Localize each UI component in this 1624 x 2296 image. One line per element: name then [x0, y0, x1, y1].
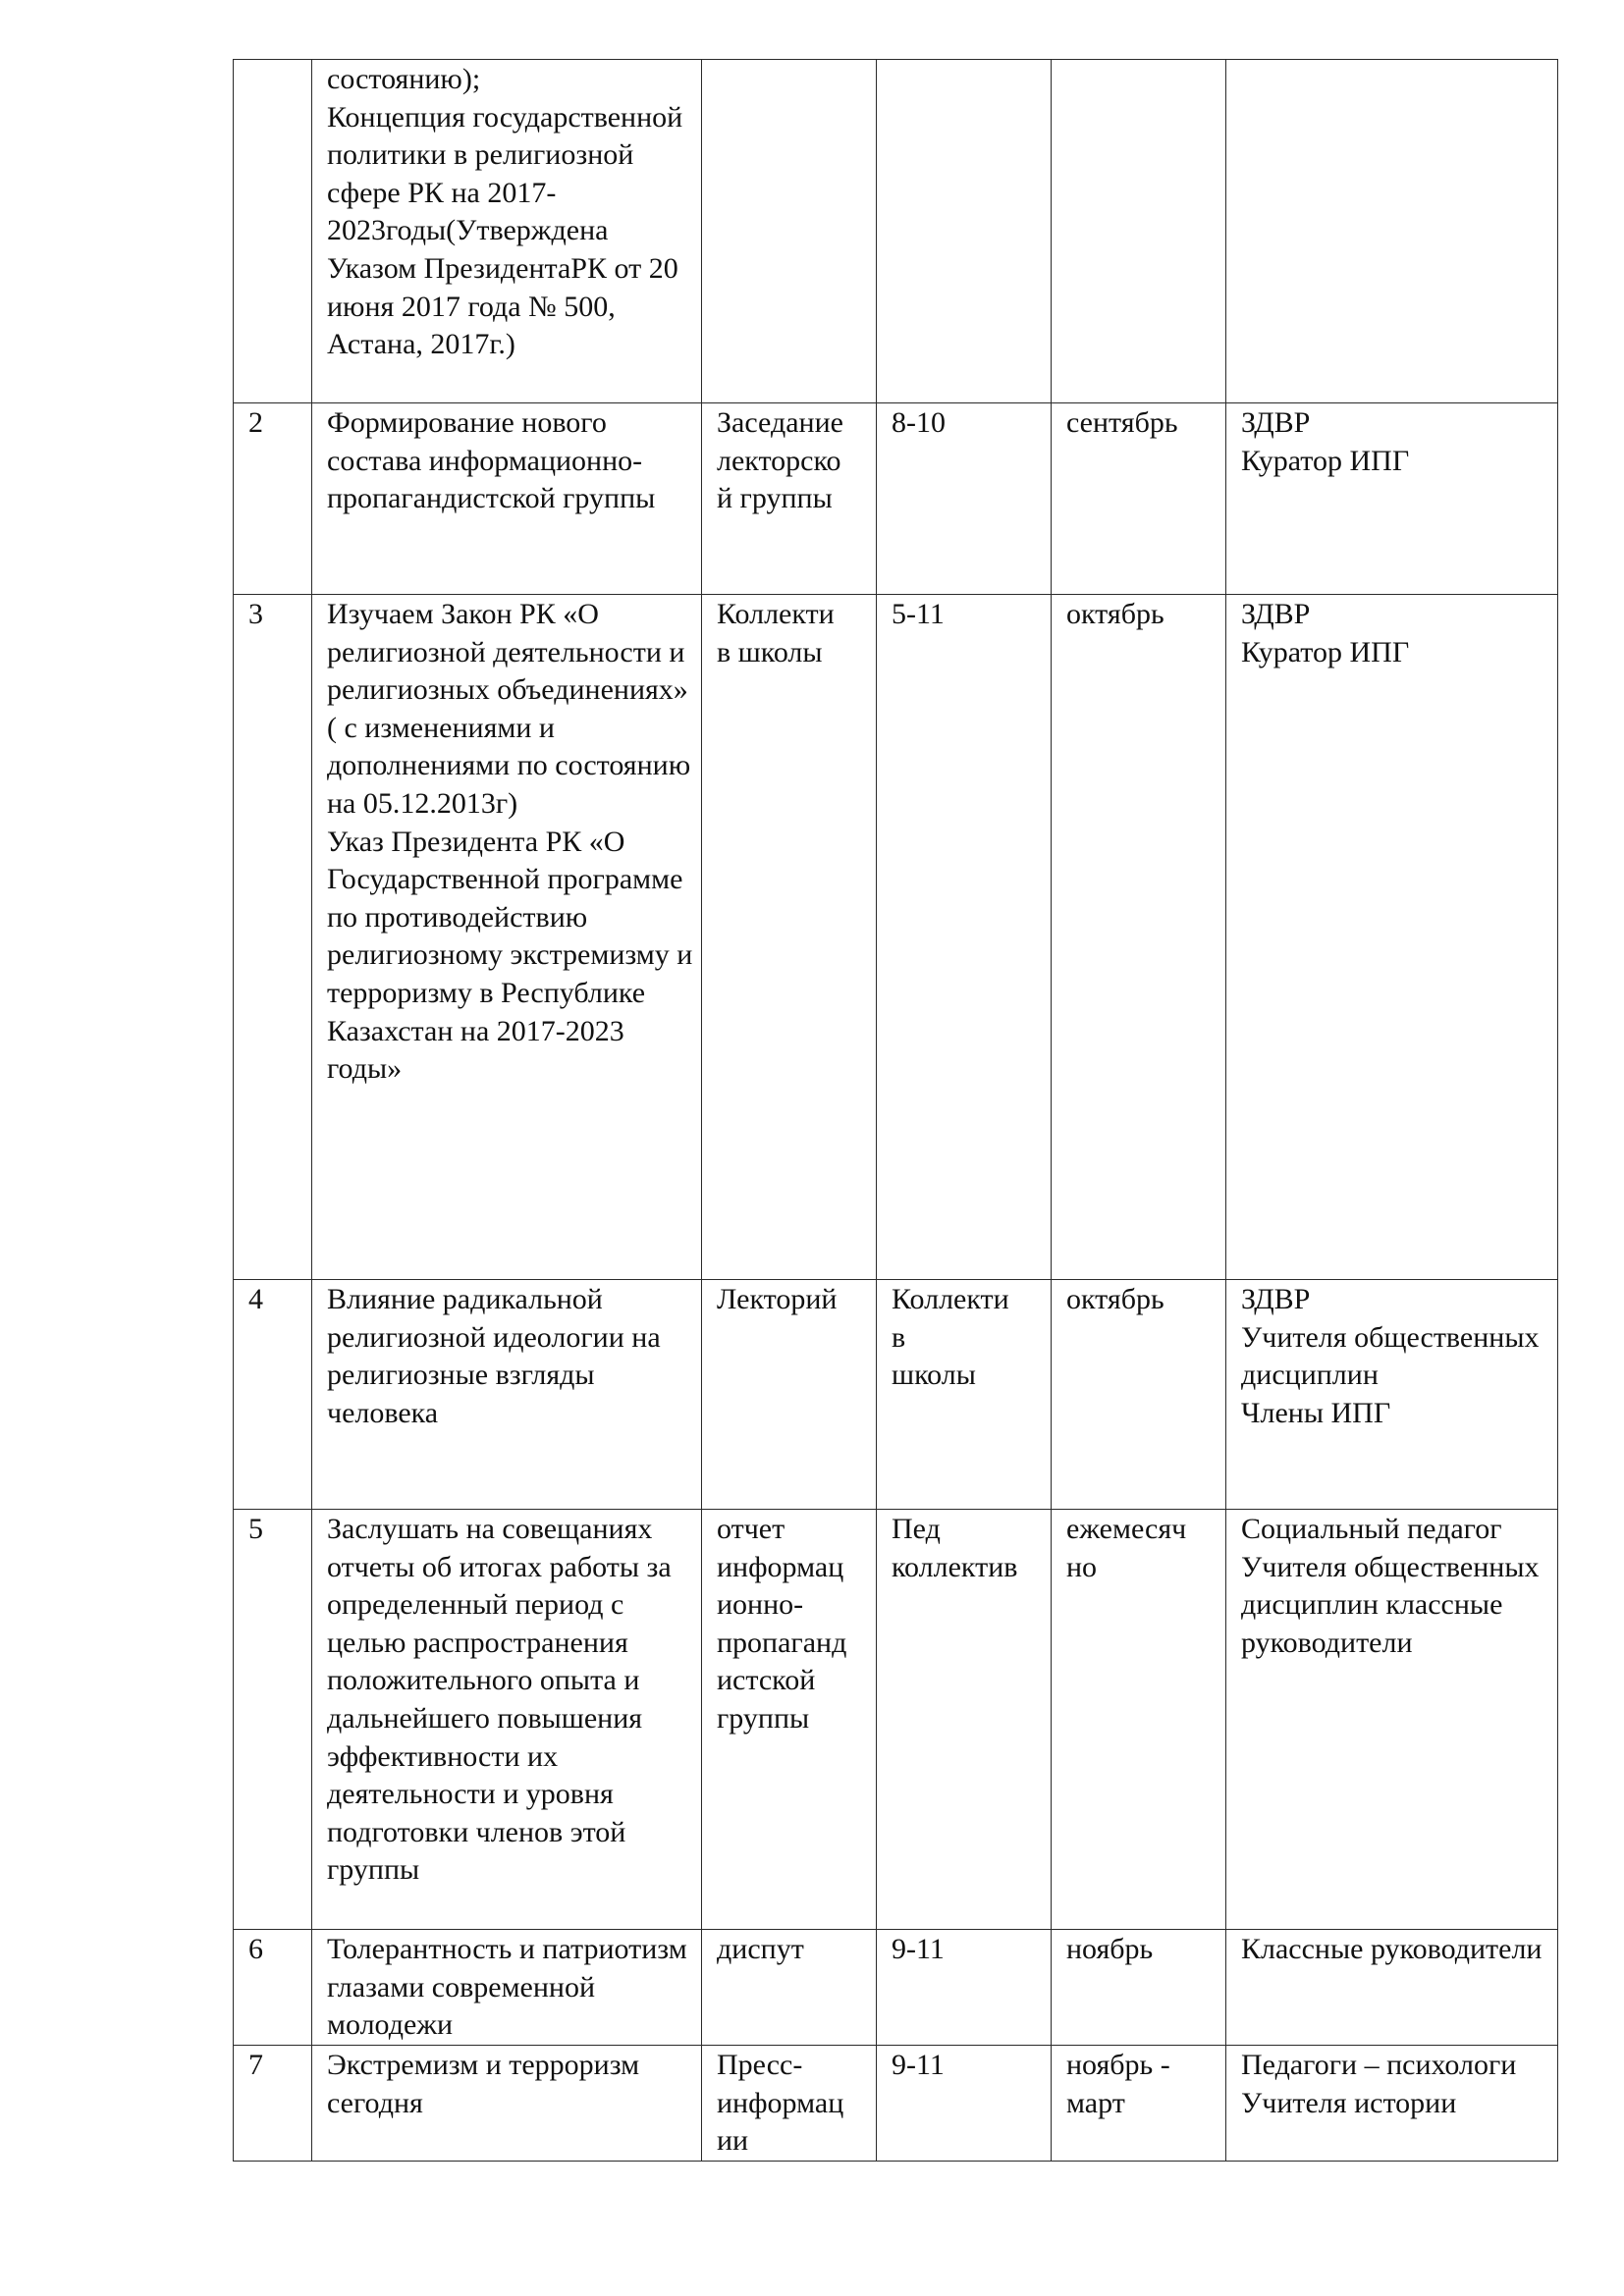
classes-cell: 9-11	[877, 2046, 1052, 2162]
classes-cell: 5-11	[877, 595, 1052, 1280]
responsible-cell	[1226, 60, 1558, 403]
responsible-cell: ЗДВР Куратор ИПГ	[1226, 403, 1558, 595]
table-row	[234, 1280, 1558, 1510]
classes-cell	[877, 60, 1052, 403]
time-cell: октябрь	[1052, 595, 1226, 1280]
form-cell: диспут	[702, 1930, 877, 2046]
form-cell	[702, 60, 877, 403]
form-cell: Пресс- информац ии	[702, 2046, 877, 2162]
row-number-cell	[234, 60, 312, 403]
row-number-cell: 3	[234, 595, 312, 1280]
form-cell: отчет информац ионно- пропаганд истской группы	[702, 1510, 877, 1930]
classes-cell: 8-10	[877, 403, 1052, 595]
classes-cell: 9-11	[877, 1930, 1052, 2046]
topic-cell: Изучаем Закон РК «О религиозной деятельности и религиозных объединениях» ( с изменениями и дополнениями по состоянию на 05.12.2013г) Указ Президента РК «О Государственной программе по противодействию религиозному экстремизму и терроризму в Республике Казахстан на 2017-2023 годы»	[312, 595, 702, 1280]
time-cell: октябрь	[1052, 1280, 1226, 1510]
row-number-cell: 5	[234, 1510, 312, 1930]
row-number-cell: 6	[234, 1930, 312, 2046]
table-row	[234, 1930, 1558, 2046]
form-cell: Заседание лекторско й группы	[702, 403, 877, 595]
responsible-cell: Классные руководители	[1226, 1930, 1558, 2046]
responsible-cell: Педагоги – психологи Учителя истории	[1226, 2046, 1558, 2162]
time-cell	[1052, 60, 1226, 403]
table-row	[234, 595, 1558, 1280]
table-row	[234, 403, 1558, 595]
responsible-cell: Социальный педагог Учителя общественных дисциплин классные руководители	[1226, 1510, 1558, 1930]
form-cell: Лекторий	[702, 1280, 877, 1510]
time-cell: сентябрь	[1052, 403, 1226, 595]
responsible-cell: ЗДВР Учителя общественных дисциплин Члены ИПГ	[1226, 1280, 1558, 1510]
responsible-cell: ЗДВР Куратор ИПГ	[1226, 595, 1558, 1280]
table-row	[234, 60, 1558, 403]
topic-cell: состоянию); Концепция государственной политики в религиозной сфере РК на 2017-2023годы(Утверждена Указом ПрезидентаРК от 20 июня 2017 года № 500, Астана, 2017г.)	[312, 60, 702, 403]
topic-cell: Заслушать на совещаниях отчеты об итогах работы за определенный период с целью распространения положительного опыта и дальнейшего повышения эффективности их деятельности и уровня подготовки членов этой группы	[312, 1510, 702, 1930]
row-number-cell: 4	[234, 1280, 312, 1510]
time-cell: ежемесяч но	[1052, 1510, 1226, 1930]
row-number-cell: 7	[234, 2046, 312, 2162]
table-row	[234, 2046, 1558, 2162]
row-number-cell: 2	[234, 403, 312, 595]
topic-cell: Формирование нового состава информационно-пропагандистской группы	[312, 403, 702, 595]
classes-cell: Пед коллектив	[877, 1510, 1052, 1930]
table-row	[234, 1510, 1558, 1930]
time-cell: ноябрь - март	[1052, 2046, 1226, 2162]
form-cell: Коллекти в школы	[702, 595, 877, 1280]
topic-cell: Экстремизм и терроризм сегодня	[312, 2046, 702, 2162]
time-cell: ноябрь	[1052, 1930, 1226, 2046]
events-plan-table	[233, 59, 1558, 2162]
topic-cell: Толерантность и патриотизм глазами современной молодежи	[312, 1930, 702, 2046]
classes-cell: Коллекти в школы	[877, 1280, 1052, 1510]
topic-cell: Влияние радикальной религиозной идеологии на религиозные взгляды человека	[312, 1280, 702, 1510]
